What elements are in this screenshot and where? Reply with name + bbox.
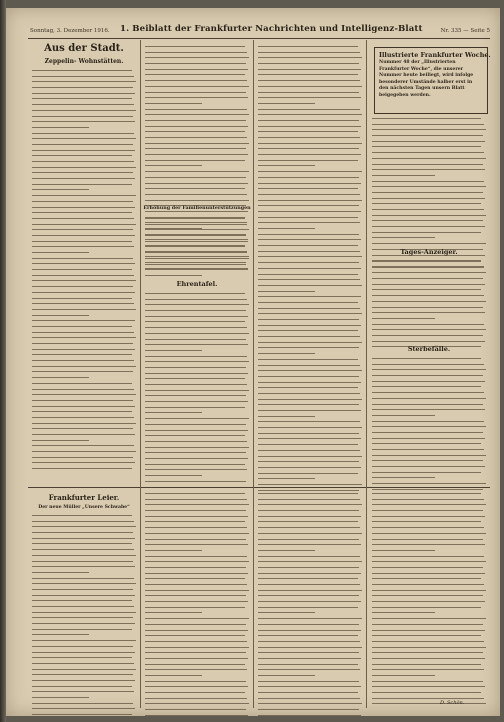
article-text-block: [32, 70, 136, 474]
section-heading-feuilleton: Frankfurter Leier.: [48, 493, 120, 502]
article-text-block: [145, 218, 249, 281]
column-separator: [366, 40, 367, 708]
notice-box: [374, 47, 491, 114]
column-separator: [253, 40, 254, 708]
feuilleton-text-block: [258, 493, 362, 721]
feuilleton-subheading: Der neue Müller „Unsere Schwabe“: [38, 505, 130, 510]
notice-title: Illustrierte Frankfurter Woche.: [379, 51, 491, 59]
feuilleton-text-block: [32, 515, 136, 720]
page-number: Nr. 335 — Seite 5: [440, 28, 490, 34]
header-rule: [28, 38, 490, 39]
article-text-block: [372, 261, 486, 352]
section-heading-erhoehung: Erhöhung der Familienunterstützungen: [143, 205, 251, 211]
feuilleton-text-block: [372, 493, 486, 709]
column-separator: [140, 40, 141, 708]
section-subheading: Zeppelin- Wohnstätten.: [44, 58, 124, 65]
section-heading-ehrentafel: Ehrentafel.: [176, 280, 218, 288]
masthead-title: 1. Beiblatt der Frankfurter Nachrichten und Intelligenz-Blatt: [120, 24, 423, 34]
article-text-block: [145, 293, 249, 486]
section-heading-tages-anzeiger: Tages-Anzeiger.: [400, 248, 458, 256]
issue-date: Sonntag, 3. Dezember 1916.: [30, 28, 110, 34]
section-heading-aus-der-stadt: Aus der Stadt.: [44, 43, 124, 54]
section-heading-sterbefaelle: Sterbefälle.: [407, 345, 451, 353]
notice-text: Nummer 48 der „Illustrierten Frankfurter Woche“, die unserer Nummer heute beiliegt, wird infolge besonderer Umstände halber erst in den nächsten Tagen unsern Blatt beigegeben werden.: [379, 60, 474, 98]
article-text-block: [258, 46, 362, 495]
article-text-block: [372, 358, 486, 495]
feuilleton-text-block: [145, 493, 249, 721]
author-signature: D. Schön.: [440, 700, 465, 706]
